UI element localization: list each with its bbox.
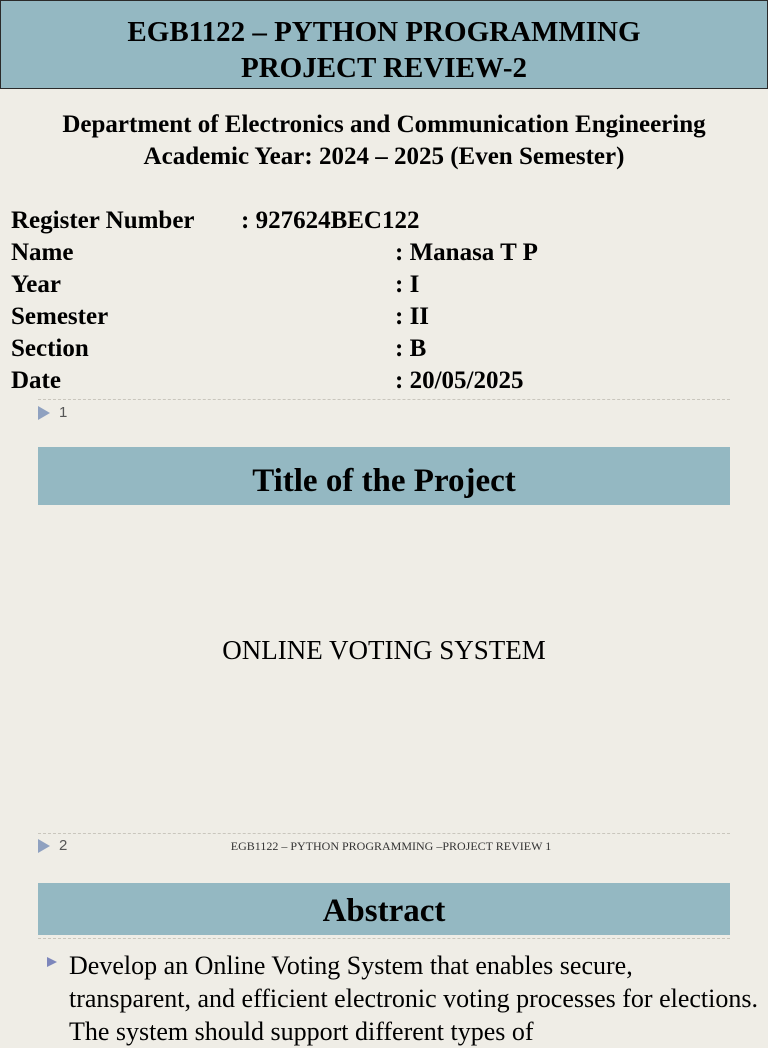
- abstract-banner: [38, 883, 730, 935]
- section-label: Section: [11, 335, 89, 362]
- slide-divider: [38, 399, 730, 400]
- academic-year: Academic Year: 2024 – 2025 (Even Semester): [143, 143, 625, 170]
- triangle-right-icon: [47, 957, 57, 967]
- date-value: : 20/05/2025: [395, 367, 524, 394]
- department-name: Department of Electronics and Communication Engineering: [62, 111, 706, 138]
- year-value: : I: [395, 271, 420, 298]
- name-value: : Manasa T P: [395, 239, 538, 266]
- register-number-label: Register Number: [11, 207, 195, 234]
- project-title: ONLINE VOTING SYSTEM: [222, 635, 546, 665]
- section-value: : B: [395, 335, 427, 362]
- semester-label: Semester: [11, 303, 109, 330]
- slide-heading: Abstract: [322, 893, 446, 929]
- slide-divider: [38, 938, 730, 939]
- slide-heading: Title of the Project: [252, 463, 516, 499]
- page-number: 1: [59, 404, 68, 421]
- review-title: PROJECT REVIEW-2: [240, 52, 527, 84]
- year-label: Year: [11, 271, 61, 298]
- page-number: 2: [59, 837, 68, 854]
- course-title: EGB1122 – PYTHON PROGRAMMING: [127, 16, 641, 48]
- slide-divider: [38, 833, 730, 834]
- title-banner: [38, 447, 730, 505]
- name-label: Name: [11, 239, 74, 266]
- slide-footer: EGB1122 – PYTHON PROGRAMMING –PROJECT REVIEW 1: [230, 839, 552, 853]
- semester-value: : II: [395, 303, 430, 330]
- register-number-value: : 927624BEC122: [241, 207, 420, 234]
- date-label: Date: [11, 367, 61, 394]
- triangle-right-icon: [38, 406, 50, 420]
- abstract-bullet-text: Develop an Online Voting System that enables secure, transparent, and efficient electronic voting processes for elections. The system should support different types of: [69, 951, 758, 1046]
